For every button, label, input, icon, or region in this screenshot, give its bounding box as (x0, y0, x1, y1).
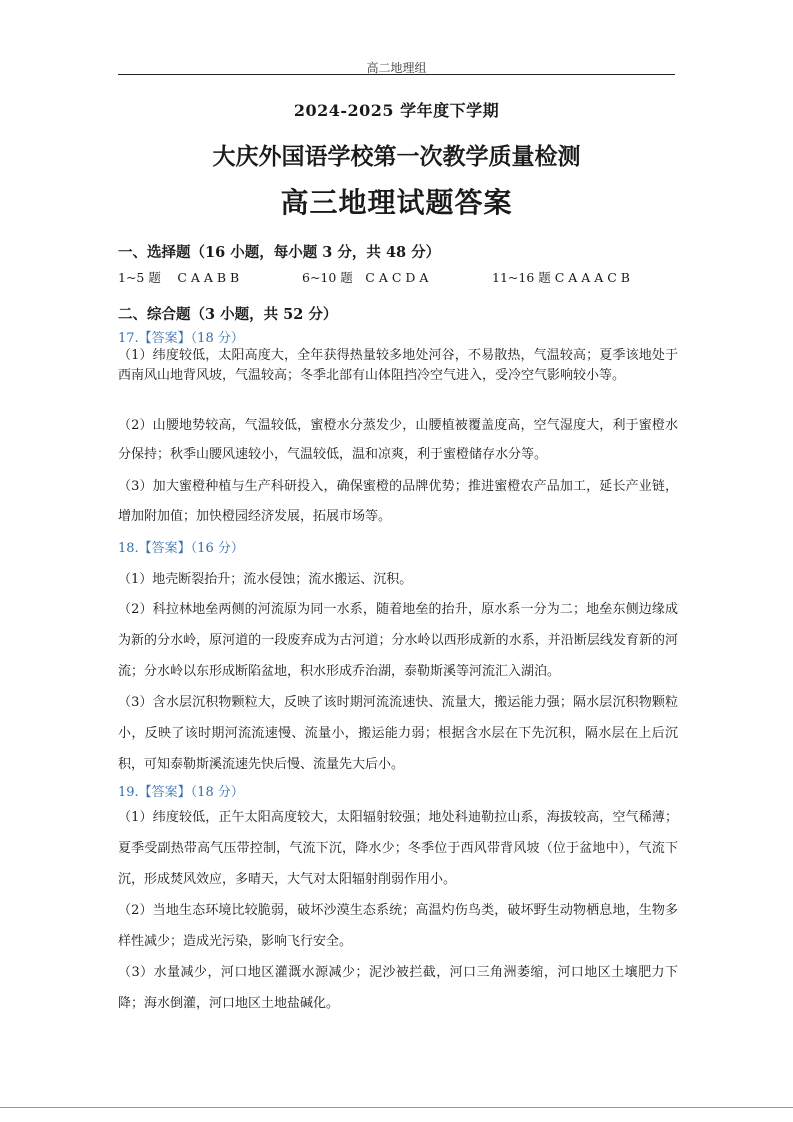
header-text: 高二地理组 (366, 61, 427, 75)
section1-heading: 一、选择题（16 小题，每小题 3 分，共 48 分） (118, 244, 441, 261)
q18-answer-2: （2）科拉林地垒两侧的河流原为同一水系，随着地垒的抬升，原水系一分为二；地垒东侧边缘成为新的分水岭，原河道的一段废弃成为古河道；分水岭以西形成新的水系，并沿断层线发育新的河流；分水岭以东形成断陷盆地，积水形成乔治湖，泰勒斯溪等河流汇入湖泊。 (118, 602, 678, 679)
section2-heading: 二、综合题（3 小题，共 52 分） (118, 306, 338, 323)
q19-header: 19.【答案】（18 分） (118, 785, 244, 800)
choice-group-3: 11~16 题 C A A A C B (492, 270, 630, 285)
q18-header: 18.【答案】（16 分） (118, 541, 244, 556)
q19-answer-1: （1）纬度较低，正午太阳高度较大，太阳辐射较强；地处科迪勒拉山系，海拔较高，空气稀薄；夏季受副热带高气压带控制，气流下沉，降水少；冬季位于西风带背风坡（位于盆地中），气流下沉，形成焚风效应，多晴天，大气对太阳辐射削弱作用小。 (118, 810, 678, 887)
q18-answer-3: （3）含水层沉积物颗粒大，反映了该时期河流流速快、流量大，搬运能力强；隔水层沉积物颗粒小，反映了该时期河流流速慢、流量小，搬运能力弱；根据含水层在下先沉积，隔水层在上后沉积，可知泰勒斯溪流速先快后慢、流量先大后小。 (118, 695, 678, 772)
choice-group-2: 6~10 题 C A C D A (302, 270, 429, 285)
q17-answer-3: （3）加大蜜橙种植与生产科研投入，确保蜜橙的品牌优势；推进蜜橙农产品加工，延长产业链，增加附加值；加快橙园经济发展，拓展市场等。 (118, 479, 678, 524)
choice-group-1: 1~5 题 C A A B B (118, 270, 240, 285)
title-exam-name: 大庆外国语学校第一次教学质量检测 (212, 143, 581, 170)
title-school-year: 2024-2025 学年度下学期 (293, 101, 500, 120)
page-title: 高三地理试题答案 (280, 186, 513, 219)
footer-divider (0, 1107, 793, 1108)
header-divider (118, 74, 675, 75)
q17-answer-1: （1）纬度较低，太阳高度大，全年获得热量较多地处河谷，不易散热，气温较高；夏季该地处于西南风山地背风坡，气温较高；冬季北部有山体阻挡冷空气进入，受冷空气影响较小等。 (118, 348, 678, 383)
q19-answer-3: （3）水量减少，河口地区灌溉水源减少；泥沙被拦截，河口三角洲萎缩，河口地区土壤肥力下降；海水倒灌，河口地区土地盐碱化。 (118, 965, 678, 1011)
q17-header: 17.【答案】（18 分） (118, 331, 244, 346)
q18-answer-1: （1）地壳断裂抬升；流水侵蚀；流水搬运、沉积。 (118, 572, 413, 587)
q17-answer-2: （2）山腰地势较高，气温较低，蜜橙水分蒸发少，山腰植被覆盖度高，空气湿度大，利于蜜橙水分保持；秋季山腰风速较小，气温较低，温和凉爽，利于蜜橙储存水分等。 (118, 418, 678, 462)
q19-answer-2: （2）当地生态环境比较脆弱，破坏沙漠生态系统；高温灼伤鸟类，破坏野生动物栖息地，生物多样性减少；造成光污染，影响飞行安全。 (118, 903, 678, 949)
